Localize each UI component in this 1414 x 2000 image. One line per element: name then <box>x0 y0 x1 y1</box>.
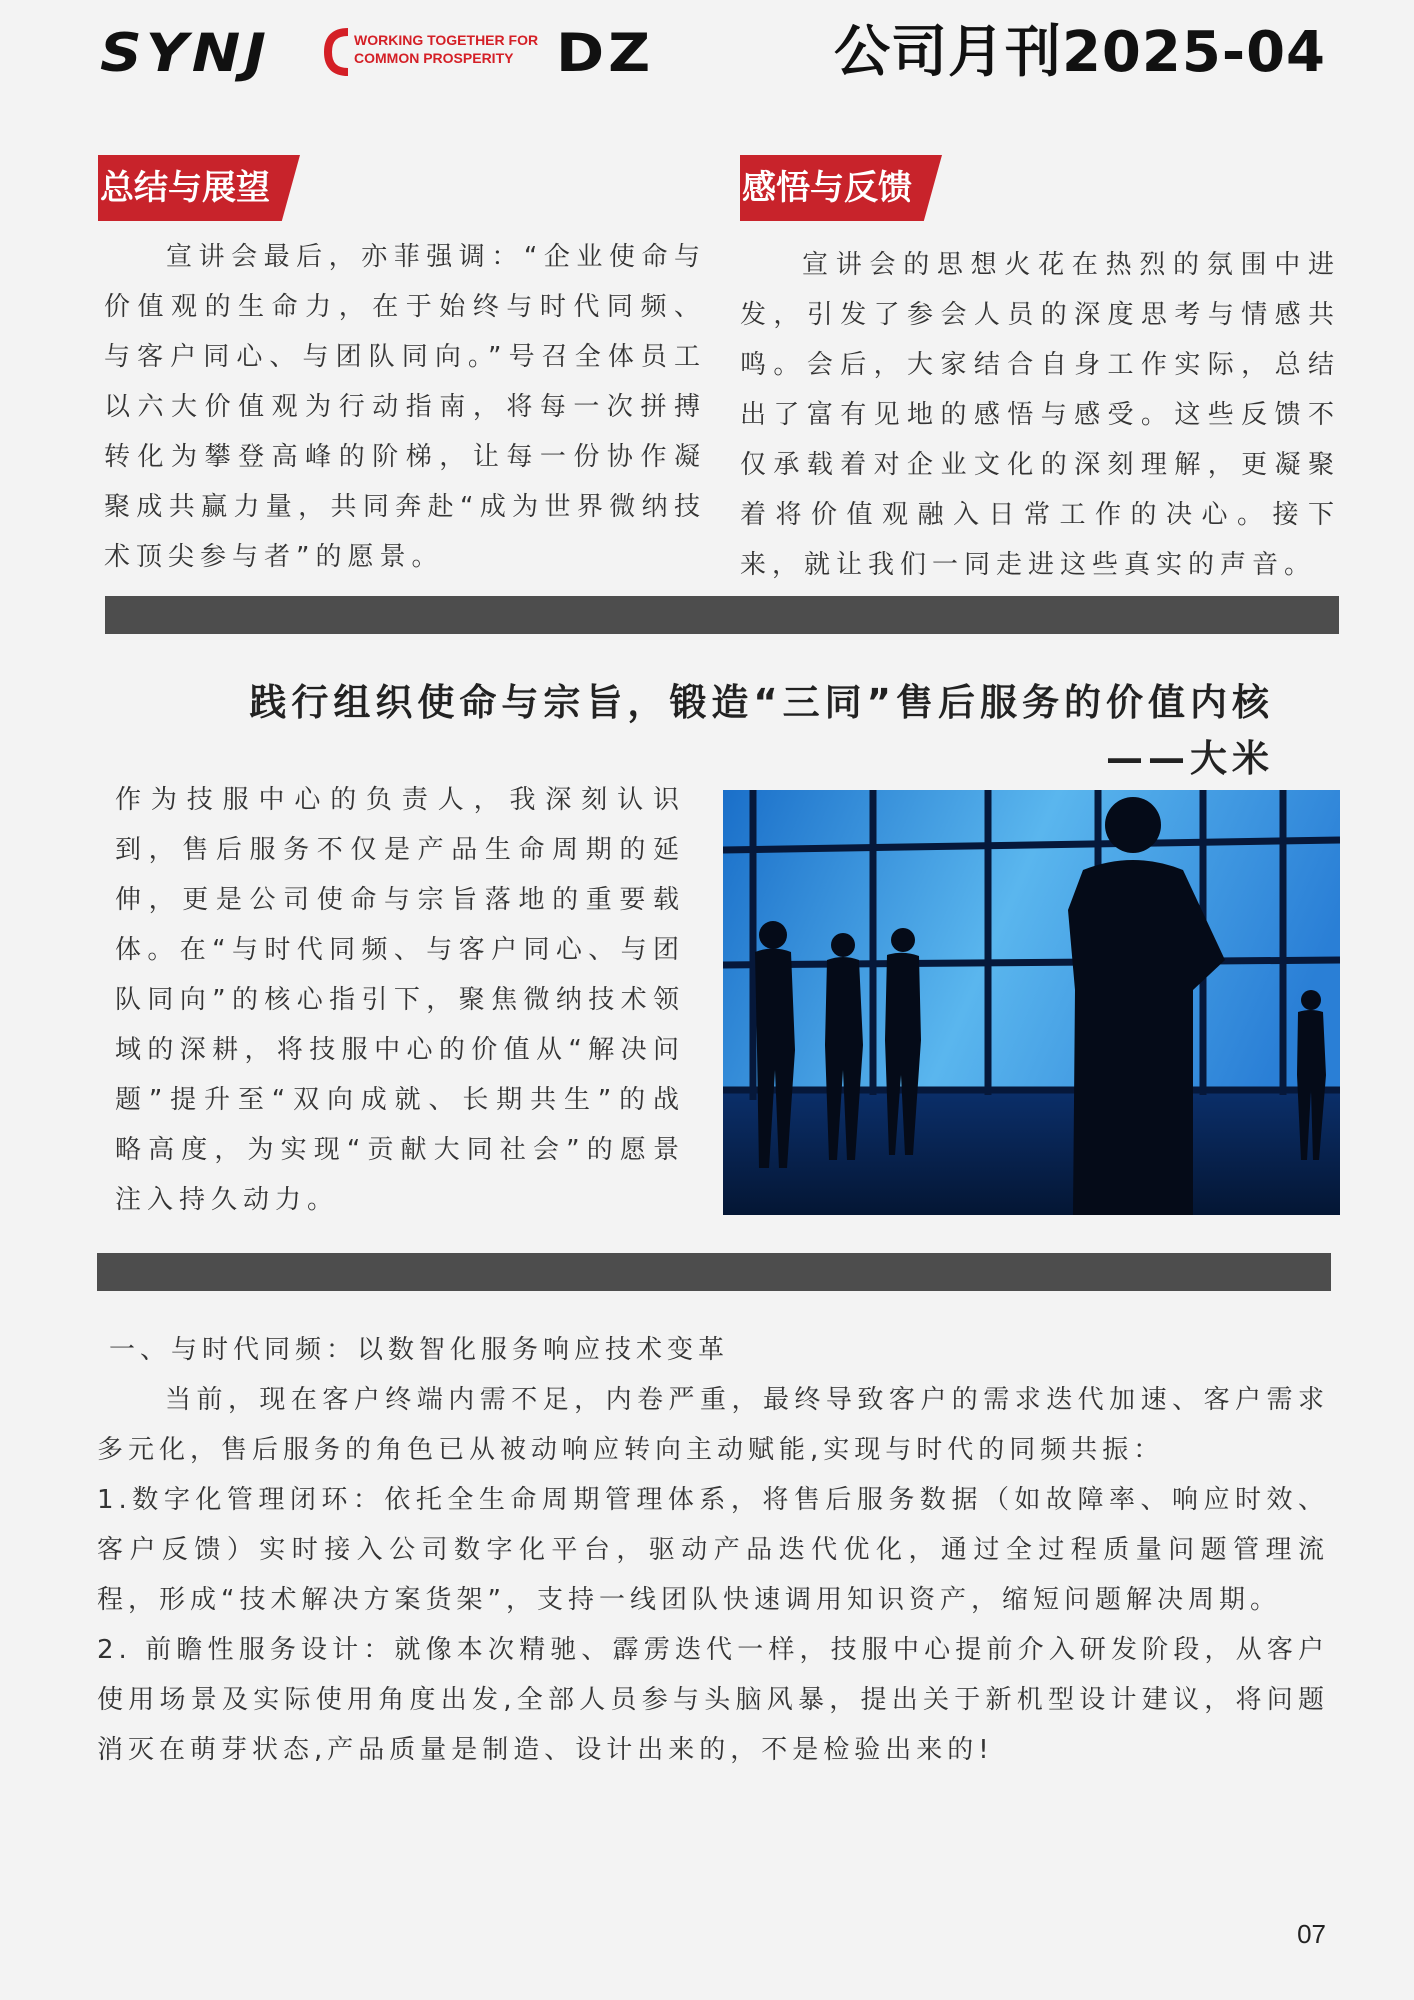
feedback-heading-label: 感悟与反馈 <box>742 168 912 208</box>
section-heading-feedback <box>740 155 942 221</box>
article-title-block <box>100 675 1274 787</box>
logo-wordmark-left: SYNJ <box>100 22 270 84</box>
business-silhouette-photo <box>723 790 1340 1215</box>
slogan-line-2: COMMON PROSPERITY <box>354 50 514 66</box>
divider-bar-bottom <box>97 1253 1331 1291</box>
page-number: 07 <box>1297 1919 1326 1949</box>
feedback-paragraph: 宣讲会的思想火花在热烈的氛围中进发，引发了参会人员的深度思考与情感共鸣。会后，大家结合自身工作实际，总结出了富有见地的感悟与感受。这些反馈不仅承载着对企业文化的深刻理解，更凝聚着将价值观融入日常工作的决心。接下来，就让我们一同走进这些真实的声音。 <box>740 250 1340 580</box>
article-title: 践行组织使命与宗旨，锻造“三同”售后服务的价值内核 <box>249 681 1274 724</box>
section-heading-summary <box>98 155 300 221</box>
summary-heading-label: 总结与展望 <box>100 168 270 208</box>
section-one-item-1: 1.数字化管理闭环：依托全生命周期管理体系，将售后服务数据（如故障率、响应时效、客户反馈）实时接入公司数字化平台，驱动产品迭代优化，通过全过程质量问题管理流程，形成“技术解决方案货架”，支持一线团队快速调用知识资产，缩短问题解决周期。 <box>97 1485 1329 1615</box>
section-one-item-2: 2. 前瞻性服务设计：就像本次精驰、霹雳迭代一样，技服中心提前介入研发阶段，从客户使用场景及实际使用角度出发,全部人员参与头脑风暴，提出关于新机型设计建议，将问题消灭在萌芽状态,产品质量是制造、设计出来的，不是检验出来的! <box>97 1635 1329 1765</box>
summary-paragraph: 宣讲会最后，亦菲强调：“企业使命与价值观的生命力，在于始终与时代同频、与客户同心、与团队同向。”号召全体员工以六大价值观为行动指南，将每一次拼搏转化为攀登高峰的阶梯，让每一份协作凝聚成共赢力量，共同奔赴“成为世界微纳技术顶尖参与者”的愿景。 <box>104 242 706 572</box>
section-one-paragraph: 当前，现在客户终端内需不足，内卷严重，最终导致客户的需求迭代加速、客户需求多元化，售后服务的角色已从被动响应转向主动赋能,实现与时代的同频共振： <box>97 1385 1329 1465</box>
summary-text-block <box>104 232 706 582</box>
section-one-heading: 一、与时代同频：以数智化服务响应技术变革 <box>109 1335 730 1365</box>
magazine-title: 公司月刊2025-04 <box>833 20 1326 85</box>
logo-bracket-icon <box>322 28 354 76</box>
article-intro: 作为技服中心的负责人，我深刻认识到，售后服务不仅是产品生命周期的延伸，更是公司使命与宗旨落地的重要载体。在“与时代同频、与客户同心、与团队同向”的核心指引下，聚焦微纳技术领域的深耕，将技服中心的价值从“解决问题”提升至“双向成就、长期共生”的战略高度，为实现“贡献大同社会”的愿景注入持久动力。 <box>115 785 685 1215</box>
feedback-text-block <box>740 240 1340 590</box>
logo-wordmark-right: DZ <box>556 22 655 84</box>
logo-slogan <box>354 31 538 67</box>
article-author: ——大米 <box>1106 737 1274 780</box>
divider-bar-top <box>105 596 1339 634</box>
article-intro-block <box>115 775 685 1225</box>
slogan-line-1: WORKING TOGETHER FOR <box>354 32 539 48</box>
section-one-block <box>97 1325 1329 1775</box>
